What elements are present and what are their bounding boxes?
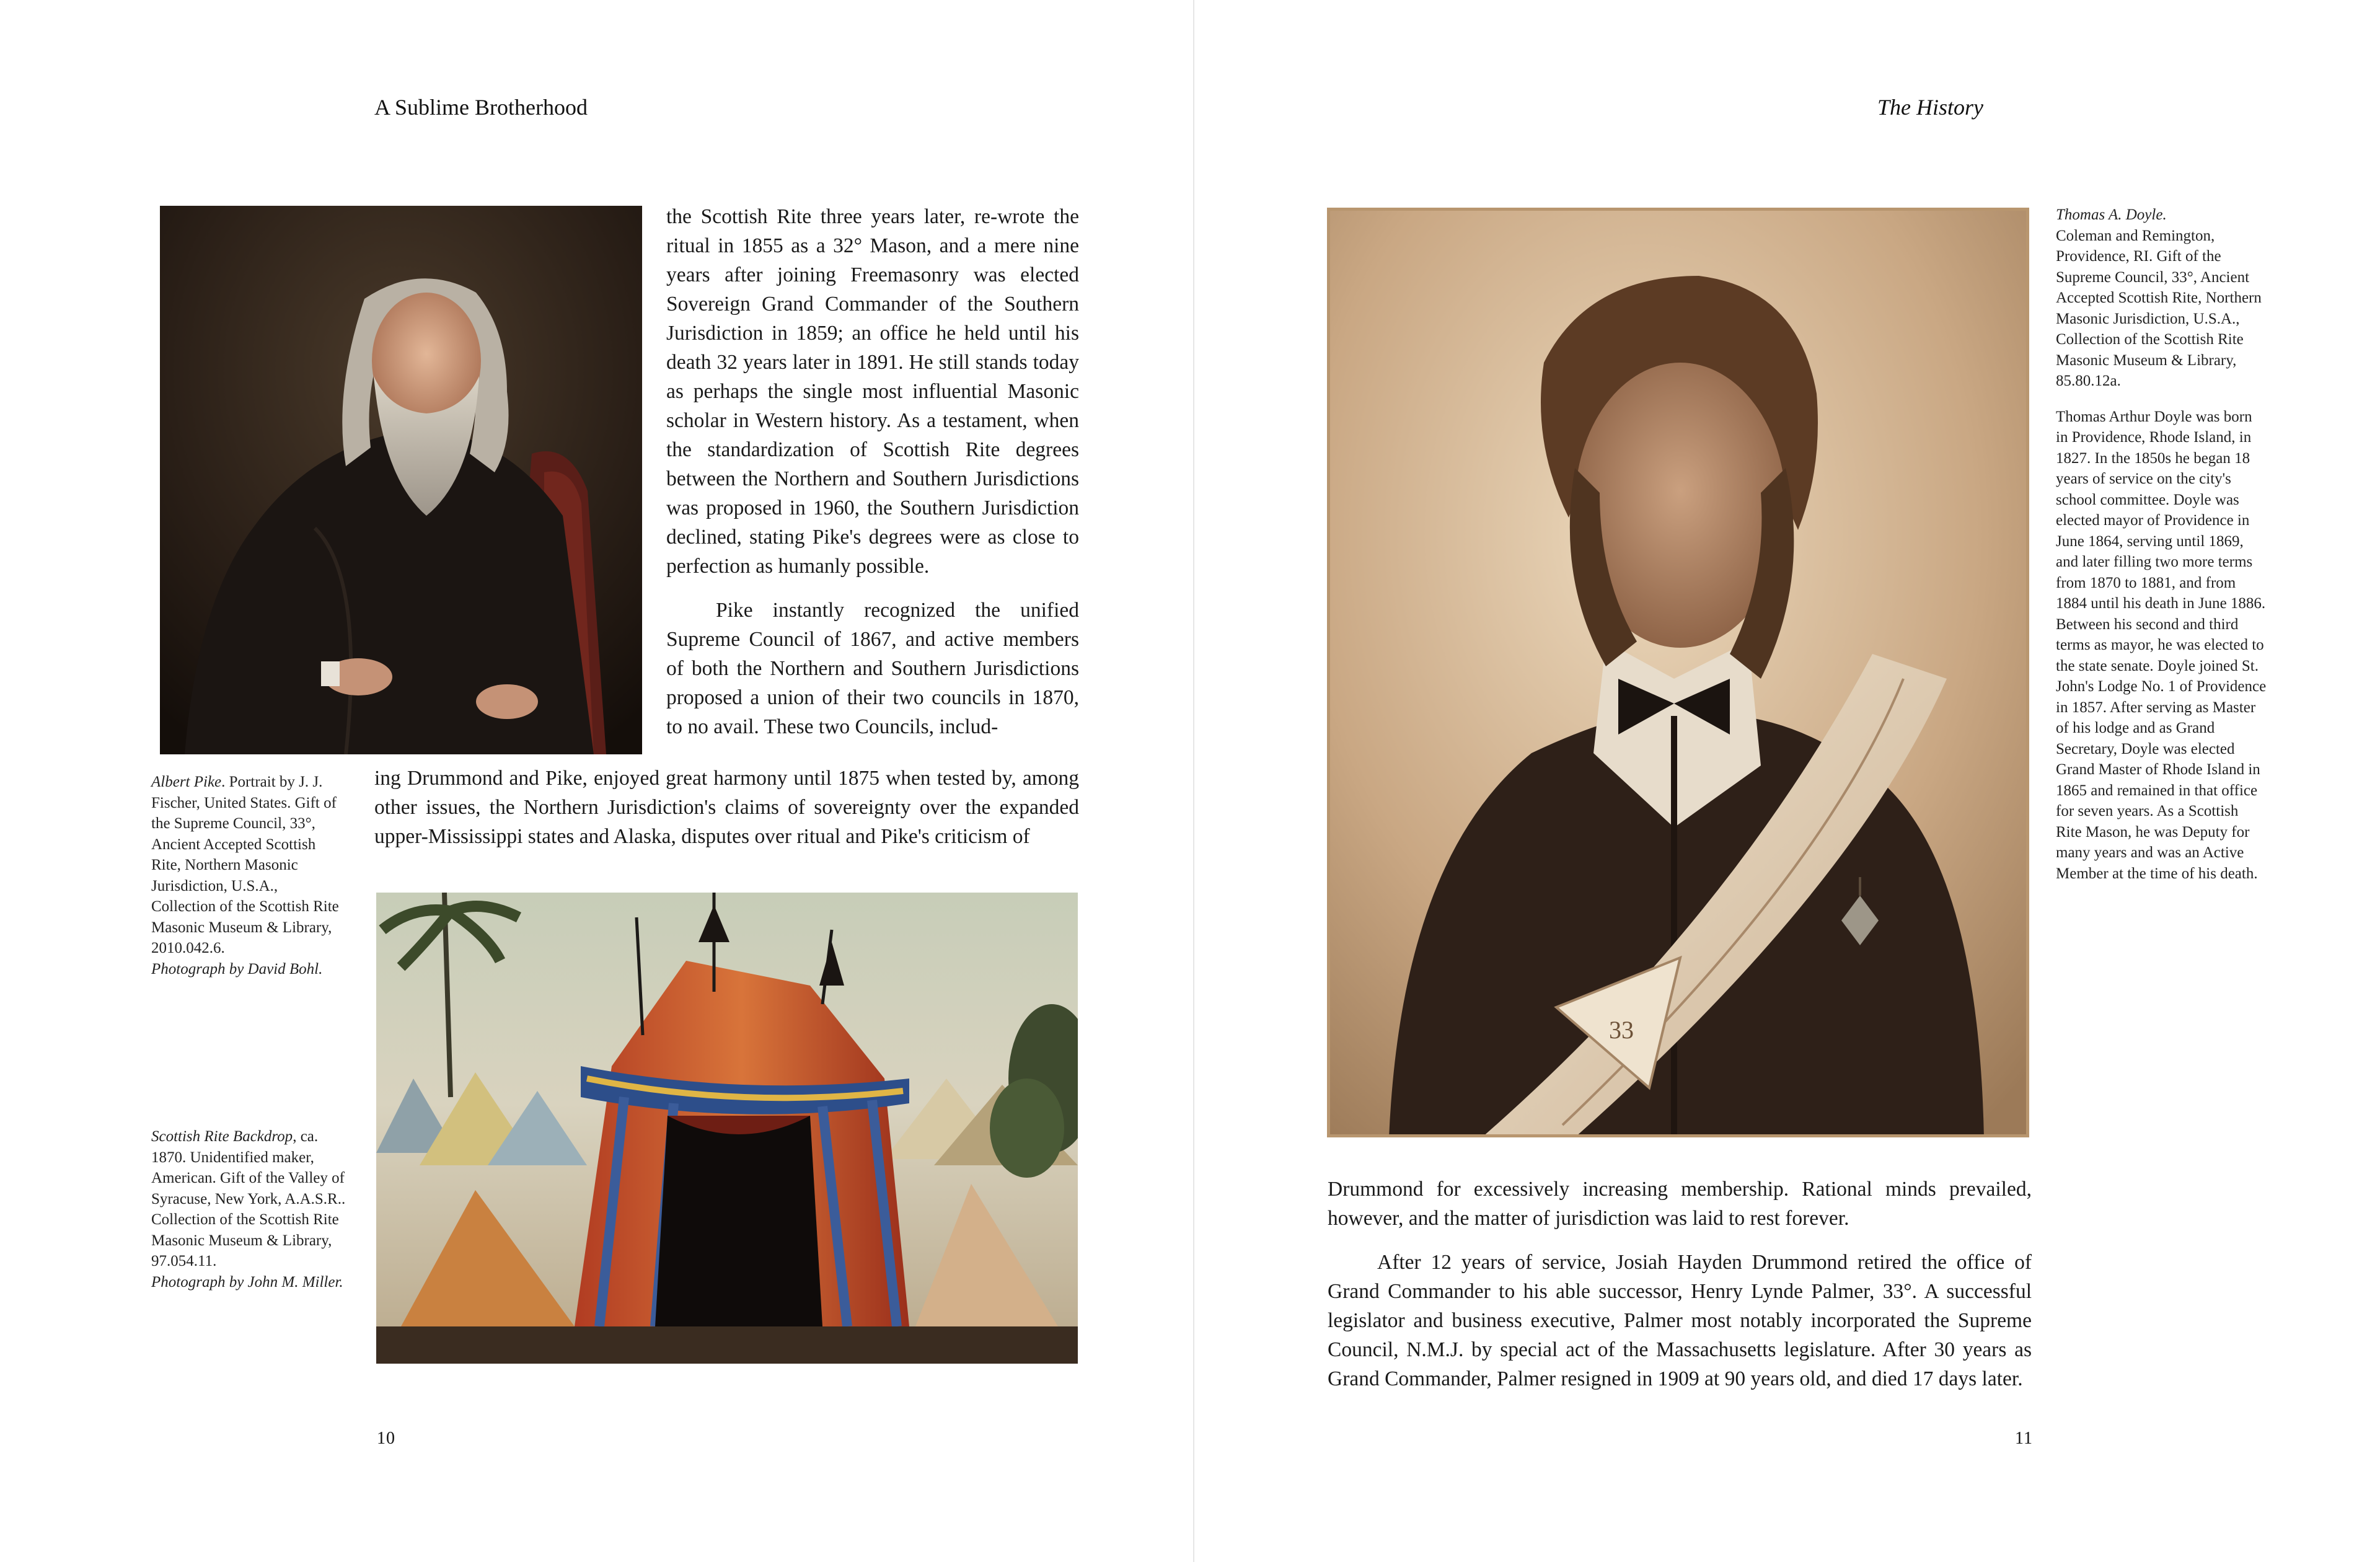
caption-title: Thomas A. Doyle. bbox=[2056, 206, 2167, 223]
caption-backdrop bbox=[151, 1126, 356, 1292]
sash-number-33: 33 bbox=[1609, 1016, 1634, 1044]
body-column-wide bbox=[374, 764, 1079, 851]
caption-credit: Photograph by John M. Miller. bbox=[151, 1273, 343, 1291]
caption-albert-pike bbox=[151, 772, 345, 979]
right-page bbox=[1194, 0, 2380, 1562]
paragraph-drummond-continued: Drummond for excessively increasing membership. Rational minds prevailed, however, and the matter of jurisdiction was laid to rest forever. bbox=[1328, 1178, 2032, 1230]
paragraph-drummond-pike: ing Drummond and Pike, enjoyed great harmony until 1875 when tested by, among other issues, the Northern Jurisdiction's claims of sovereignty over the expanded upper-Mississippi states and Alaska, disputes over ritual and Pike's criticism of bbox=[374, 767, 1079, 848]
caption-body: . Portrait by J. J. Fischer, United States. Gift of the Supreme Council, 33°, Ancient Accepted Scottish Rite, Northern Masonic Jurisdiction, U.S.A., Collection of the Scottish Rite Masonic Museum & Library, 2010.042.6. bbox=[151, 774, 339, 956]
paragraph-palmer: After 12 years of service, Josiah Hayden Drummond retired the office of Grand Commander to his able successor, Henry Lynde Palmer, 33°. A successful legislator and business executive, Palmer most notably incorporated the Supreme Council, N.M.J. by special act of the Massachusetts legislature. After 30 years as Grand Commander, Palmer resigned in 1909 at 90 years old, and died 17 days later. bbox=[1328, 1251, 2032, 1390]
caption-body: , ca. 1870. Unidentified maker, American. Gift of the Valley of Syracuse, New York, A.A.S.R.. Collection of the Scottish Rite Masonic Museum & Library, 97.054.11. bbox=[151, 1128, 346, 1269]
page-number-right: 11 bbox=[2015, 1429, 2033, 1448]
caption-bio: Thomas Arthur Doyle was born in Providence, Rhode Island, in 1827. In the 1850s he began 18 years of service on the city's school committee. Doyle was elected mayor of Providence in June 1864, serving until 1869, and later filling two more terms from 1870 to 1881, and from 1884 until his death in June 1886. Between his second and third terms as mayor, he was elected to the state senate. Doyle joined St. John's Lodge No. 1 of Providence in 1857. After serving as Master of his lodge and as Grand Secretary, Doyle was elected Grand Master of Rhode Island in 1865 and remained in that office for seven years. As a Scottish Rite Mason, he was Deputy for many years and was an Active Member at the time of his death. bbox=[2056, 408, 2267, 882]
running-head-right: The History bbox=[1877, 95, 1983, 120]
scottish-rite-backdrop-image bbox=[376, 893, 1078, 1364]
thomas-doyle-photograph bbox=[1327, 208, 2029, 1137]
body-column-top bbox=[666, 202, 1079, 741]
caption-title: Albert Pike bbox=[151, 774, 222, 790]
caption-title: Scottish Rite Backdrop bbox=[151, 1128, 293, 1145]
page-number-left: 10 bbox=[377, 1429, 395, 1448]
running-head-left: A Sublime Brotherhood bbox=[374, 95, 588, 120]
caption-credit: Photograph by David Bohl. bbox=[151, 960, 323, 977]
caption-thomas-doyle bbox=[2056, 205, 2267, 899]
paragraph-pike-continued: the Scottish Rite three years later, re-wrote the ritual in 1855 as a 32° Mason, and a mere nine years after joining Freemasonry was elected Sovereign Grand Commander of the Southern Jurisdiction in 1859; an office he held until his death 32 years later in 1891. He still stands today as perhaps the single most influential Masonic scholar in Western history. As a testament, when the standardization of Scottish Rite degrees between the Northern and Southern Jurisdictions was proposed in 1960, the Southern Jurisdiction declined, stating Pike's degrees were as close to perfection as humanly possible. bbox=[666, 205, 1079, 578]
body-column-right bbox=[1328, 1175, 2032, 1393]
caption-body: Coleman and Remington, Providence, RI. Gift of the Supreme Council, 33°, Ancient Accepted Scottish Rite, Northern Masonic Jurisdiction, U.S.A., Collection of the Scottish Rite Masonic Museum & Library, 85.80.12a. bbox=[2056, 227, 2262, 389]
paragraph-unified-council: Pike instantly recognized the unified Supreme Council of 1867, and active members of both the Northern and Southern Jurisdictions proposed a union of their two councils in 1870, to no avail. These two Councils, includ- bbox=[666, 599, 1079, 738]
albert-pike-portrait bbox=[160, 206, 642, 754]
